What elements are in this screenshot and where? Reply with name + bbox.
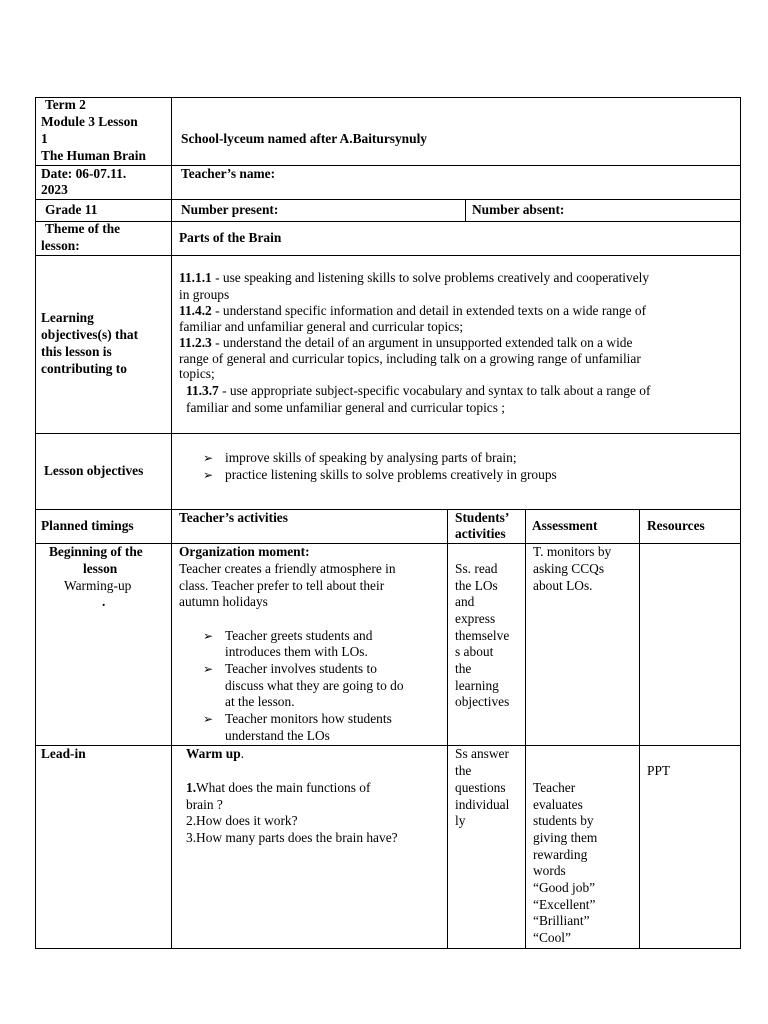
header-students-activities: Students’ [455, 510, 510, 525]
teacher-bullet-text: at the lesson. [225, 694, 295, 709]
organization-moment-title: Organization moment: [179, 544, 310, 559]
assessment-text: “Cool” [533, 930, 571, 945]
objective-code: 11.1.1 [179, 270, 212, 285]
lesson-plan-table [35, 97, 741, 949]
date-label: Date: 06-07.11. [41, 166, 127, 181]
question-text: How many parts does the brain have? [196, 830, 398, 845]
objective-item [186, 383, 650, 400]
header-teacher-activities: Teacher’s activities [179, 510, 288, 525]
theme-label: Theme of the [45, 221, 121, 236]
question-number: 1. [186, 780, 197, 795]
objective-text: - understand the detail of an argument in unsupported extended talk on a wide [211, 335, 633, 350]
timing-beginning: Beginning of the [49, 544, 143, 559]
unit-title: The Human Brain [41, 148, 146, 163]
assessment-text: asking CCQs [533, 561, 605, 576]
teacher-name-label: Teacher’s name: [181, 166, 276, 181]
theme-label-2: lesson: [41, 238, 80, 253]
objective-code: 11.4.2 [179, 303, 212, 318]
header-resources: Resources [647, 518, 705, 533]
teacher-bullet-text: Teacher monitors how students [225, 711, 392, 726]
teacher-bullet-text: discuss what they are going to do [225, 678, 404, 693]
assessment-text: giving them [533, 830, 598, 845]
warm-up-title-dot: . [240, 746, 245, 761]
objective-text-cont: topics; [179, 366, 215, 381]
learning-objectives-label-4: contributing to [41, 361, 127, 376]
objective-item [179, 335, 632, 352]
students-activity-text: Ss. read [455, 561, 498, 576]
students-activity-text: the LOs [455, 578, 498, 593]
question-number: 2. [186, 813, 197, 828]
question-item [186, 780, 370, 797]
students-activity-text: the [455, 763, 472, 778]
arrow-bullet-icon: ➢ [203, 712, 214, 726]
school-name: School-lyceum named after A.Baitursynuly [181, 131, 427, 146]
teacher-bullet-text: understand the LOs [225, 728, 330, 743]
arrow-bullet-icon: ➢ [203, 468, 214, 482]
question-item [186, 813, 298, 830]
objective-item [179, 303, 646, 320]
learning-objectives-label: Learning [41, 310, 94, 325]
objective-text: - use speaking and listening skills to solve problems creatively and cooperatively [211, 270, 650, 285]
lesson-objectives-label: Lesson objectives [44, 463, 144, 478]
arrow-bullet-icon: ➢ [203, 629, 214, 643]
teacher-activity-text: class. Teacher prefer to tell about their [179, 578, 385, 593]
assessment-text: “Brilliant” [533, 913, 590, 928]
students-activity-text: and [455, 594, 475, 609]
students-activity-text: s about [455, 644, 494, 659]
objective-text-cont: range of general and curricular topics, including talk on a growing range of unfamiliar [179, 351, 641, 366]
assessment-text: students by [533, 813, 594, 828]
arrow-bullet-icon: ➢ [203, 662, 214, 676]
students-activity-text: ly [455, 813, 466, 828]
date-year: 2023 [41, 182, 68, 197]
teacher-bullet-text: Teacher involves students to [225, 661, 377, 676]
objective-text-cont: familiar and some unfamiliar general and curricular topics ; [186, 400, 506, 415]
teacher-bullet-text: Teacher greets students and [225, 628, 373, 643]
question-text: What does the main functions of [196, 780, 371, 795]
teacher-activity-text: autumn holidays [179, 594, 268, 609]
students-activity-text: learning [455, 678, 499, 693]
grade-label: Grade 11 [45, 202, 98, 217]
objective-code: 11.3.7 [186, 383, 219, 398]
question-number: 3. [186, 830, 197, 845]
question-item [186, 830, 398, 847]
students-activity-text: Ss answer [455, 746, 509, 761]
learning-objectives-label-2: objectives(s) that [41, 327, 139, 342]
assessment-text: rewarding [533, 847, 588, 862]
lesson-number: 1 [41, 131, 48, 146]
assessment-text: “Good job” [533, 880, 596, 895]
objective-text: - use appropriate subject-specific vocabulary and syntax to talk about a range of [218, 383, 651, 398]
learning-objectives-label-3: this lesson is [41, 344, 112, 359]
students-activity-text: questions [455, 780, 506, 795]
assessment-text: about LOs. [533, 578, 593, 593]
number-present-label: Number present: [181, 202, 279, 217]
warm-up-title-text: Warm up [186, 746, 241, 761]
teacher-bullet-text: introduces them with LOs. [225, 644, 368, 659]
objective-item [179, 270, 649, 287]
students-activity-text: individual [455, 797, 510, 812]
term-label: Term 2 [45, 97, 86, 112]
objective-text: - understand specific information and detail in extended texts on a wide range of [211, 303, 647, 318]
number-absent-label: Number absent: [472, 202, 565, 217]
teacher-activity-text: Teacher creates a friendly atmosphere in [179, 561, 396, 576]
objective-text-cont: in groups [179, 287, 230, 302]
assessment-text: “Excellent” [533, 897, 596, 912]
assessment-text: Teacher [533, 780, 576, 795]
arrow-bullet-icon: ➢ [203, 451, 214, 465]
objective-code: 11.2.3 [179, 335, 212, 350]
warm-up-title [186, 746, 244, 763]
objective-text-cont: familiar and unfamiliar general and curricular topics; [179, 319, 464, 334]
lesson-objective-item: practice listening skills to solve problems creatively in groups [225, 467, 557, 482]
timing-dot: . [102, 594, 106, 609]
theme-value: Parts of the Brain [179, 230, 282, 245]
assessment-text: evaluates [533, 797, 583, 812]
assessment-text: T. monitors by [533, 544, 612, 559]
timing-lead-in: Lead-in [41, 746, 86, 761]
module-label: Module 3 Lesson [41, 114, 138, 129]
lesson-objective-item: improve skills of speaking by analysing parts of brain; [225, 450, 517, 465]
timing-warming-up: Warming-up [64, 578, 132, 593]
header-assessment: Assessment [532, 518, 598, 533]
resources-ppt: PPT [647, 763, 671, 778]
question-text-cont: brain ? [186, 797, 223, 812]
students-activity-text: themselve [455, 628, 510, 643]
students-activity-text: objectives [455, 694, 510, 709]
header-students-activities-2: activities [455, 526, 506, 541]
timing-beginning-2: lesson [83, 561, 118, 576]
assessment-text: words [533, 863, 566, 878]
header-planned-timings: Planned timings [41, 518, 134, 533]
students-activity-text: express [455, 611, 496, 626]
question-text: How does it work? [196, 813, 298, 828]
students-activity-text: the [455, 661, 472, 676]
